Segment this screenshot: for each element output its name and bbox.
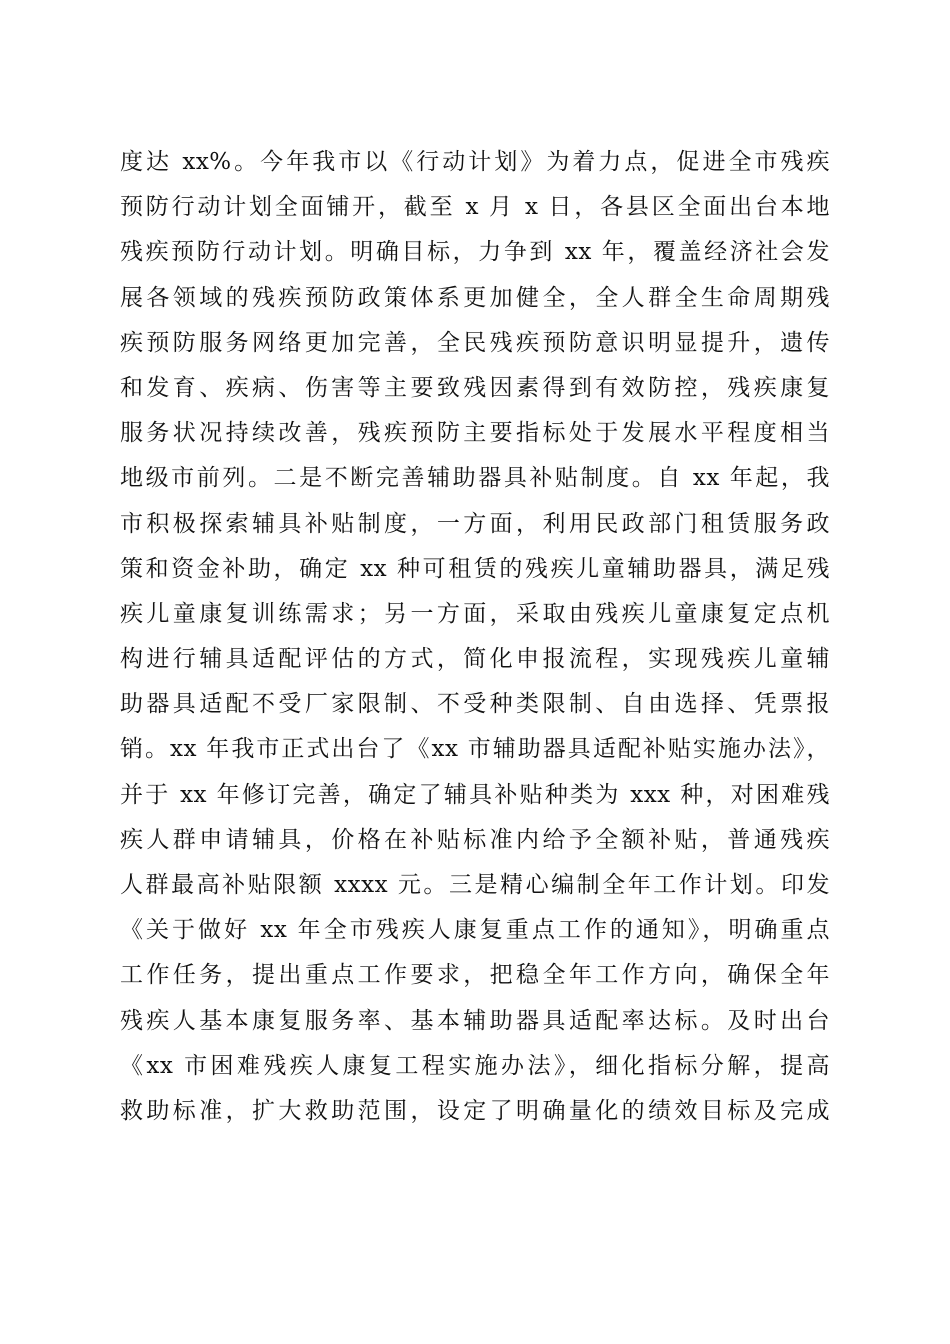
text-line: 残疾人基本康复服务率、基本辅助器具适配率达标。及时出台 [120,1007,830,1034]
text-line: 疾人群申请辅具，价格在补贴标准内给予全额补贴，普通残疾 [120,826,830,853]
text-line: 市积极探索辅具补贴制度，一方面，利用民政部门租赁服务政 [120,510,830,537]
text-line: 服务状况持续改善，残疾预防主要指标处于发展水平程度相当 [120,420,830,447]
text-line: 并于 xx 年修订完善，确定了辅具补贴种类为 xxx 种，对困难残 [120,781,830,808]
text-line: 残疾预防行动计划。明确目标，力争到 xx 年，覆盖经济社会发 [120,239,830,266]
text-line: 和发育、疾病、伤害等主要致残因素得到有效防控，残疾康复 [120,374,830,401]
text-line: 展各领域的残疾预防政策体系更加健全，全人群全生命周期残 [120,284,830,311]
text-line: 构进行辅具适配评估的方式，简化申报流程，实现残疾儿童辅 [120,646,830,673]
text-line: 预防行动计划全面铺开，截至 x 月 x 日，各县区全面出台本地 [120,194,830,221]
text-line: 《xx 市困难残疾人康复工程实施办法》，细化指标分解，提高 [120,1052,830,1079]
text-line: 销。xx 年我市正式出台了《xx 市辅助器具适配补贴实施办法》， [120,736,830,763]
body-paragraph [120,140,830,1134]
text-line: 策和资金补助，确定 xx 种可租赁的残疾儿童辅助器具，满足残 [120,555,830,582]
text-line: 度达 xx%。今年我市以《行动计划》为着力点，促进全市残疾 [120,149,830,175]
text-line: 助器具适配不受厂家限制、不受种类限制、自由选择、凭票报 [120,691,830,718]
text-line: 疾儿童康复训练需求；另一方面，采取由残疾儿童康复定点机 [120,600,830,627]
text-line: 《关于做好 xx 年全市残疾人康复重点工作的通知》，明确重点 [120,917,830,944]
text-line: 疾预防服务网络更加完善，全民残疾预防意识明显提升，遗传 [120,329,830,356]
text-line: 工作任务，提出重点工作要求，把稳全年工作方向，确保全年 [120,962,830,989]
text-line: 地级市前列。二是不断完善辅助器具补贴制度。自 xx 年起，我 [120,465,830,492]
text-line: 救助标准，扩大救助范围，设定了明确量化的绩效目标及完成 [120,1097,830,1124]
text-line: 人群最高补贴限额 xxxx 元。三是精心编制全年工作计划。印发 [120,872,830,898]
